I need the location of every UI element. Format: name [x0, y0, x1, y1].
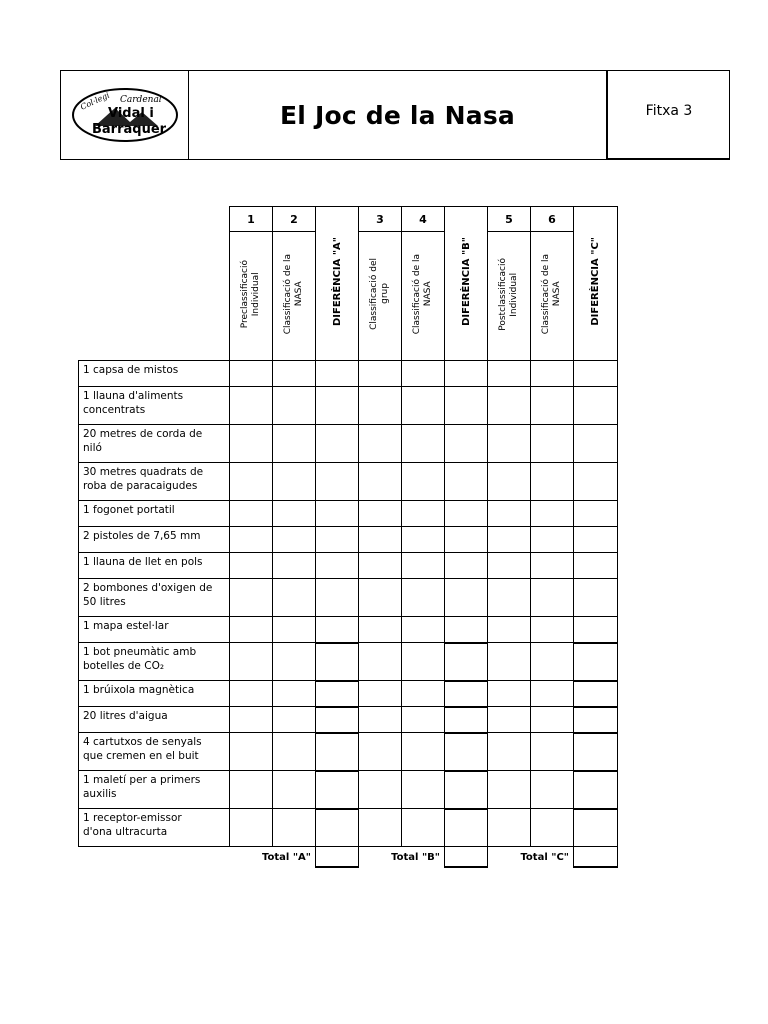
answer-cell[interactable]: [316, 527, 359, 553]
answer-cell[interactable]: [445, 707, 488, 733]
answer-cell[interactable]: [316, 361, 359, 387]
total-label: Total "C": [520, 851, 569, 863]
answer-cell[interactable]: [531, 361, 574, 387]
answer-cell[interactable]: [273, 387, 316, 425]
column-number: 5: [488, 207, 531, 232]
answer-cell[interactable]: [273, 643, 316, 681]
answer-cell[interactable]: [230, 425, 273, 463]
answer-cell[interactable]: [230, 771, 273, 809]
answer-cell[interactable]: [230, 527, 273, 553]
answer-cell[interactable]: [230, 809, 273, 847]
answer-cell[interactable]: [230, 463, 273, 501]
item-label: 1 maletí per a primers auxilis: [79, 771, 230, 809]
answer-cell[interactable]: [402, 771, 445, 809]
answer-cell[interactable]: [488, 553, 531, 579]
answer-cell[interactable]: [445, 527, 488, 553]
answer-cell[interactable]: [273, 579, 316, 617]
answer-cell[interactable]: [488, 501, 531, 527]
answer-cell[interactable]: [531, 501, 574, 527]
table-row: [79, 643, 618, 681]
item-label: 1 fogonet portatil: [79, 501, 230, 527]
column-header: [531, 232, 574, 361]
answer-cell[interactable]: [488, 733, 531, 771]
column-header-label: Postclassificació Individual: [498, 257, 519, 331]
answer-cell[interactable]: [316, 425, 359, 463]
answer-cell[interactable]: [531, 733, 574, 771]
answer-cell[interactable]: [488, 425, 531, 463]
answer-cell[interactable]: [574, 387, 618, 425]
answer-cell[interactable]: [230, 617, 273, 643]
answer-cell[interactable]: [359, 579, 402, 617]
column-header-label: Classificació de la NASA: [283, 253, 304, 335]
table-row: [79, 501, 618, 527]
answer-cell[interactable]: [230, 707, 273, 733]
answer-cell[interactable]: [445, 771, 488, 809]
item-label: 2 pistoles de 7,65 mm: [79, 527, 230, 553]
answer-cell[interactable]: [445, 501, 488, 527]
answer-cell[interactable]: [273, 425, 316, 463]
answer-cell[interactable]: [445, 733, 488, 771]
column-number: 1: [230, 207, 273, 232]
answer-cell[interactable]: [531, 681, 574, 707]
logo-text-4: Barraquer: [91, 122, 166, 137]
column-header: [488, 232, 531, 361]
answer-cell[interactable]: [359, 771, 402, 809]
answer-cell[interactable]: [574, 361, 618, 387]
answer-cell[interactable]: [273, 707, 316, 733]
answer-cell[interactable]: [402, 501, 445, 527]
answer-cell[interactable]: [445, 809, 488, 847]
answer-cell[interactable]: [316, 501, 359, 527]
fitxa-cell: [606, 70, 730, 160]
answer-cell[interactable]: [445, 681, 488, 707]
answer-cell[interactable]: [402, 681, 445, 707]
answer-cell[interactable]: [531, 463, 574, 501]
table-row: [79, 809, 618, 847]
answer-cell[interactable]: [359, 617, 402, 643]
answer-cell[interactable]: [359, 527, 402, 553]
answer-cell[interactable]: [230, 733, 273, 771]
answer-cell[interactable]: [574, 771, 618, 809]
answer-cell[interactable]: [402, 463, 445, 501]
answer-cell[interactable]: [359, 733, 402, 771]
answer-cell[interactable]: [445, 387, 488, 425]
answer-cell[interactable]: [531, 643, 574, 681]
answer-cell[interactable]: [316, 463, 359, 501]
answer-cell[interactable]: [574, 707, 618, 733]
answer-cell[interactable]: [230, 553, 273, 579]
answer-cell[interactable]: [574, 809, 618, 847]
answer-cell[interactable]: [273, 771, 316, 809]
answer-cell[interactable]: [574, 501, 618, 527]
item-label: 20 metres de corda de niló: [79, 425, 230, 463]
table-row: [79, 579, 618, 617]
answer-cell[interactable]: [488, 617, 531, 643]
answer-cell[interactable]: [402, 527, 445, 553]
logo-icon: [70, 86, 180, 144]
total-label: Total "B": [391, 851, 440, 863]
column-header-label: Classificació de la NASA: [541, 253, 562, 335]
answer-cell[interactable]: [316, 579, 359, 617]
answer-cell[interactable]: [402, 387, 445, 425]
answer-cell[interactable]: [574, 643, 618, 681]
item-label: 20 litres d'aigua: [79, 707, 230, 733]
column-header-diff: [574, 207, 618, 361]
answer-cell[interactable]: [273, 617, 316, 643]
answer-cell[interactable]: [574, 553, 618, 579]
answer-cell[interactable]: [488, 361, 531, 387]
answer-cell[interactable]: [273, 681, 316, 707]
column-number-row: [79, 207, 618, 232]
column-header-diff: [316, 207, 359, 361]
answer-cell[interactable]: [531, 707, 574, 733]
answer-cell[interactable]: [359, 707, 402, 733]
answer-cell[interactable]: [531, 553, 574, 579]
answer-cell[interactable]: [402, 425, 445, 463]
answer-cell[interactable]: [445, 553, 488, 579]
answer-cell[interactable]: [316, 809, 359, 847]
column-header: [230, 232, 273, 361]
column-header-diff: [445, 207, 488, 361]
column-number: 3: [359, 207, 402, 232]
table-row: [79, 733, 618, 771]
answer-cell[interactable]: [273, 361, 316, 387]
item-label: 30 metres quadrats de roba de paracaigudes: [79, 463, 230, 501]
answer-cell[interactable]: [273, 501, 316, 527]
answer-cell[interactable]: [359, 463, 402, 501]
fitxa-label: Fitxa 3: [645, 103, 693, 119]
logo-text-1: Col·legi: [78, 90, 111, 112]
answer-cell[interactable]: [574, 463, 618, 501]
answer-cell[interactable]: [316, 681, 359, 707]
title-cell: [189, 71, 606, 159]
answer-cell[interactable]: [531, 387, 574, 425]
answer-cell[interactable]: [230, 387, 273, 425]
answer-cell[interactable]: [402, 617, 445, 643]
logo-text-2: Cardenal: [119, 95, 162, 105]
item-label: 4 cartutxos de senyals que cremen en el buit: [79, 733, 230, 771]
table-row: [79, 681, 618, 707]
answer-cell[interactable]: [531, 809, 574, 847]
column-header-label: DIFERÈNCIA "B": [460, 237, 472, 326]
answer-cell[interactable]: [445, 643, 488, 681]
answer-cell[interactable]: [488, 387, 531, 425]
answer-cell[interactable]: [574, 617, 618, 643]
totals-spacer: [79, 847, 230, 868]
item-label: 1 bot pneumàtic amb botelles de CO₂: [79, 643, 230, 681]
answer-cell[interactable]: [531, 425, 574, 463]
answer-cell[interactable]: [273, 809, 316, 847]
answer-cell[interactable]: [445, 425, 488, 463]
answer-cell[interactable]: [574, 527, 618, 553]
answer-cell[interactable]: [402, 579, 445, 617]
answer-cell[interactable]: [273, 527, 316, 553]
column-header-label: Preclassificació Individual: [240, 259, 261, 329]
table-row: [79, 771, 618, 809]
column-header: [402, 232, 445, 361]
column-header-label: DIFERÈNCIA "C": [590, 237, 601, 326]
answer-cell[interactable]: [230, 681, 273, 707]
item-label: 1 llauna d'aliments concentrats: [79, 387, 230, 425]
answer-cell[interactable]: [359, 501, 402, 527]
answer-cell[interactable]: [574, 733, 618, 771]
answer-cell[interactable]: [230, 643, 273, 681]
item-label: 1 brúixola magnètica: [79, 681, 230, 707]
total-cell[interactable]: [574, 847, 618, 868]
table-row: [79, 387, 618, 425]
answer-cell[interactable]: [402, 733, 445, 771]
answer-cell[interactable]: [574, 681, 618, 707]
answer-cell[interactable]: [359, 387, 402, 425]
column-header-label: Classificació de la NASA: [412, 253, 433, 335]
answer-cell[interactable]: [359, 361, 402, 387]
page-title: El Joc de la Nasa: [280, 100, 515, 130]
answer-cell[interactable]: [230, 501, 273, 527]
totals-row: [79, 847, 618, 868]
answer-cell[interactable]: [574, 579, 618, 617]
answer-cell[interactable]: [230, 361, 273, 387]
answer-cell[interactable]: [359, 553, 402, 579]
table-row: [79, 361, 618, 387]
answer-cell[interactable]: [445, 579, 488, 617]
answer-cell[interactable]: [488, 809, 531, 847]
answer-cell[interactable]: [445, 617, 488, 643]
school-logo: [61, 71, 189, 159]
ranking-table: [78, 206, 618, 868]
answer-cell[interactable]: [531, 527, 574, 553]
answer-cell[interactable]: [488, 771, 531, 809]
total-label: Total "A": [262, 851, 311, 863]
answer-cell[interactable]: [359, 425, 402, 463]
answer-cell[interactable]: [359, 643, 402, 681]
answer-cell[interactable]: [574, 425, 618, 463]
answer-cell[interactable]: [359, 681, 402, 707]
table-row: [79, 707, 618, 733]
answer-cell[interactable]: [316, 617, 359, 643]
total-cell[interactable]: [316, 847, 359, 868]
table-row: [79, 425, 618, 463]
item-label: 1 mapa estel·lar: [79, 617, 230, 643]
answer-cell[interactable]: [230, 579, 273, 617]
answer-cell[interactable]: [445, 463, 488, 501]
logo-text-3: Vidal i: [107, 106, 154, 121]
answer-cell[interactable]: [531, 771, 574, 809]
answer-cell[interactable]: [316, 553, 359, 579]
answer-cell[interactable]: [316, 771, 359, 809]
column-header: [273, 232, 316, 361]
answer-cell[interactable]: [359, 809, 402, 847]
column-number: 6: [531, 207, 574, 232]
answer-cell[interactable]: [402, 707, 445, 733]
column-header: [359, 232, 402, 361]
answer-cell[interactable]: [402, 553, 445, 579]
answer-cell[interactable]: [531, 579, 574, 617]
answer-cell[interactable]: [273, 733, 316, 771]
answer-cell[interactable]: [402, 361, 445, 387]
total-cell[interactable]: [445, 847, 488, 868]
column-header-label: Classificació del grup: [369, 258, 390, 330]
item-label: 2 bombones d'oxigen de 50 litres: [79, 579, 230, 617]
answer-cell[interactable]: [273, 463, 316, 501]
answer-cell[interactable]: [488, 707, 531, 733]
answer-cell[interactable]: [488, 527, 531, 553]
column-number: 2: [273, 207, 316, 232]
answer-cell[interactable]: [316, 387, 359, 425]
answer-cell[interactable]: [488, 643, 531, 681]
column-number: 4: [402, 207, 445, 232]
item-label: 1 llauna de llet en pols: [79, 553, 230, 579]
table-row: [79, 553, 618, 579]
answer-cell[interactable]: [531, 617, 574, 643]
item-label: 1 receptor-emissor d'ona ultracurta: [79, 809, 230, 847]
table-row: [79, 527, 618, 553]
header-box: [60, 70, 730, 160]
answer-cell[interactable]: [316, 643, 359, 681]
answer-cell[interactable]: [488, 579, 531, 617]
answer-cell[interactable]: [316, 733, 359, 771]
column-header-label: DIFERÈNCIA "A": [331, 236, 343, 327]
corner-blank: [79, 207, 230, 361]
table-row: [79, 617, 618, 643]
answer-cell[interactable]: [316, 707, 359, 733]
answer-cell[interactable]: [488, 463, 531, 501]
table-row: [79, 463, 618, 501]
answer-cell[interactable]: [402, 809, 445, 847]
answer-cell[interactable]: [402, 643, 445, 681]
answer-cell[interactable]: [445, 361, 488, 387]
item-label: 1 capsa de mistos: [79, 361, 230, 387]
answer-cell[interactable]: [488, 681, 531, 707]
answer-cell[interactable]: [273, 553, 316, 579]
